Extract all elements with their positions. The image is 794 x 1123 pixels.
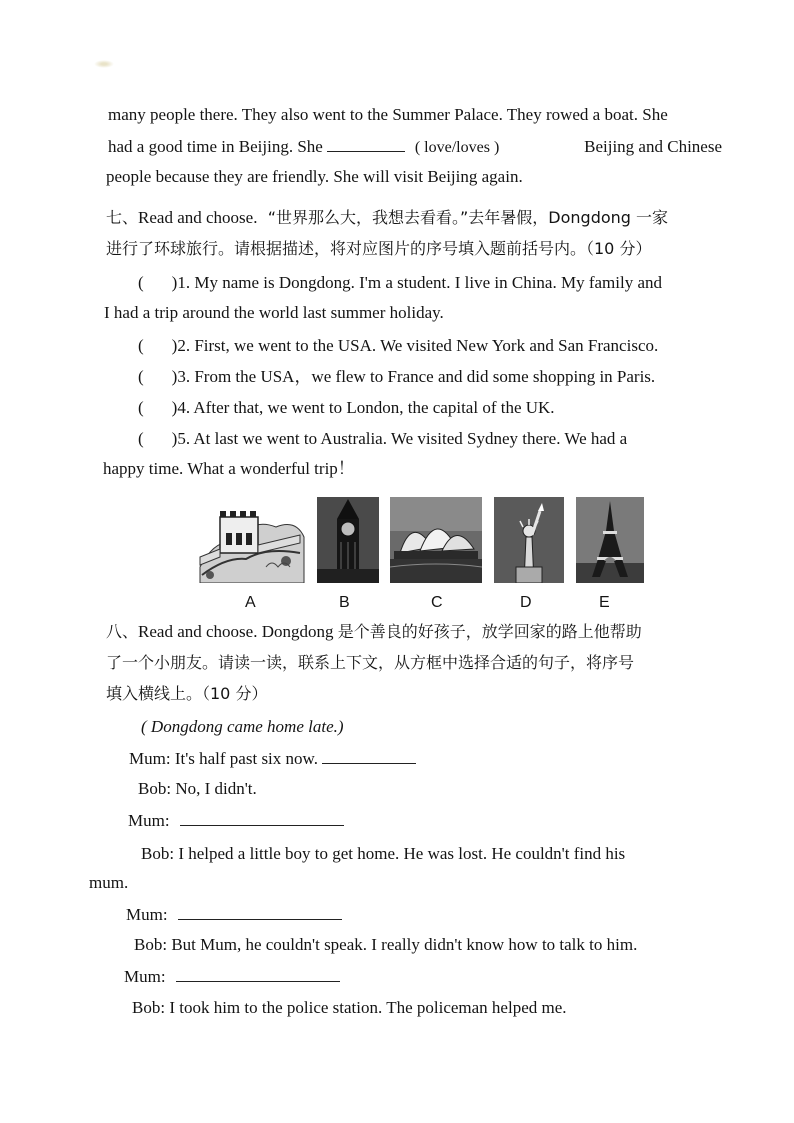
answer-blank-4[interactable]	[176, 965, 340, 982]
answer-paren-close-5: )	[171, 429, 178, 448]
speaker-mum: Mum:	[129, 749, 171, 768]
love-loves-hint: ( love/loves )	[414, 139, 500, 156]
dialogue-text-1: It's half past six now.	[174, 749, 318, 768]
dialogue-line-7	[124, 965, 340, 988]
answer-paren-open-1[interactable]: (	[138, 273, 144, 292]
big-ben-icon	[317, 497, 379, 583]
dialogue-line-3	[128, 809, 344, 832]
speaker-bob: Bob:	[132, 998, 166, 1017]
section8-number: 八、	[106, 622, 139, 641]
section7-item-4	[138, 397, 555, 419]
section8-instruction-3: 填入横线上。（10 分）	[106, 684, 268, 703]
eiffel-tower-icon	[576, 497, 644, 583]
passage-line-2	[108, 135, 722, 159]
item-1-text: 1. My name is Dongdong. I'm a student. I live in China. My family and	[177, 273, 663, 292]
answer-paren-close-4: )	[171, 398, 178, 417]
passage-line-1: many people there. They also went to the Summer Palace. They rowed a boat. She	[108, 105, 668, 124]
sydney-opera-house-icon	[390, 497, 482, 583]
answer-paren-open-3[interactable]: (	[138, 367, 144, 386]
dialogue-line-2	[138, 778, 257, 800]
section7-instruction-1: “世界那么大，我想去看看。”去年暑假，Dongdong 一家	[267, 208, 669, 227]
item-3-text: 3. From the USA，we flew to France and did some shopping in Paris.	[177, 367, 656, 386]
dialogue-line-4-cont: mum.	[89, 873, 129, 892]
section7-item-5-cont: happy time. What a wonderful trip！	[103, 459, 355, 478]
section7-title-en: Read and choose.	[138, 208, 258, 227]
section8-instruction-2: 了一个小朋友。请读一读，联系上下文，从方框中选择合适的句子，将序号	[106, 653, 635, 672]
scan-smudge	[94, 60, 114, 68]
dialogue-line-5	[126, 903, 342, 926]
section8-title-en: Read and choose. Dongdong	[138, 622, 334, 641]
speaker-mum: Mum:	[124, 967, 166, 986]
dialogue-line-4	[141, 843, 625, 865]
answer-blank-2[interactable]	[180, 809, 344, 826]
answer-paren-close-3: )	[171, 367, 178, 386]
dialogue-line-6	[134, 934, 637, 956]
speaker-mum: Mum:	[128, 811, 170, 830]
section7-item-1	[138, 272, 662, 294]
section7-number: 七、	[106, 208, 139, 227]
great-wall-icon	[196, 497, 306, 583]
answer-paren-open-5[interactable]: (	[138, 429, 144, 448]
answer-blank-3[interactable]	[178, 903, 342, 920]
answer-paren-close-1: )	[171, 273, 178, 292]
item-5-text: 5. At last we went to Australia. We visited Sydney there. We had a	[177, 429, 628, 448]
dialogue-text-4: I helped a little boy to get home. He was lost. He couldn't find his	[178, 844, 626, 863]
dialogue-text-6: But Mum, he couldn't speak. I really didn't know how to talk to him.	[171, 935, 638, 954]
passage-line-2-end: Beijing and Chinese	[584, 137, 722, 156]
section7-item-1-cont: I had a trip around the world last summer holiday.	[104, 303, 444, 322]
dialogue-text-2: No, I didn't.	[175, 779, 257, 798]
answer-paren-open-4[interactable]: (	[138, 398, 144, 417]
picture-label-c: C	[431, 594, 443, 611]
picture-label-a: A	[245, 594, 256, 611]
section7-heading-line1	[106, 207, 668, 229]
answer-blank-1[interactable]	[322, 747, 416, 764]
item-2-text: 2. First, we went to the USA. We visited New York and San Francisco.	[177, 336, 659, 355]
picture-label-e: E	[599, 594, 610, 611]
answer-blank-loves[interactable]	[327, 135, 405, 152]
speaker-bob: Bob:	[138, 779, 172, 798]
passage-line-3: people because they are friendly. She will visit Beijing again.	[106, 167, 523, 186]
speaker-bob: Bob:	[141, 844, 175, 863]
section7-item-5	[138, 428, 627, 450]
speaker-mum: Mum:	[126, 905, 168, 924]
section7-instruction-2: 进行了环球旅行。请根据描述，将对应图片的序号填入题前括号内。（10 分）	[106, 239, 652, 258]
dialogue-line-1	[129, 747, 416, 770]
section8-heading-line1	[106, 621, 642, 643]
dialogue-text-8: I took him to the police station. The policeman helped me.	[169, 998, 567, 1017]
speaker-bob: Bob:	[134, 935, 168, 954]
item-4-text: 4. After that, we went to London, the capital of the UK.	[177, 398, 555, 417]
statue-of-liberty-icon	[494, 497, 564, 583]
answer-paren-close-2: )	[171, 336, 178, 355]
section7-item-2	[138, 335, 658, 357]
picture-label-b: B	[339, 594, 350, 611]
passage-line-2-start: had a good time in Beijing. She	[108, 137, 323, 156]
picture-label-d: D	[520, 594, 532, 611]
dialogue-line-8	[132, 997, 567, 1019]
answer-paren-open-2[interactable]: (	[138, 336, 144, 355]
section8-instruction-1: 是个善良的好孩子，放学回家的路上他帮助	[337, 622, 642, 641]
section7-item-3	[138, 366, 655, 388]
stage-direction: ( Dongdong came home late.)	[141, 717, 344, 736]
